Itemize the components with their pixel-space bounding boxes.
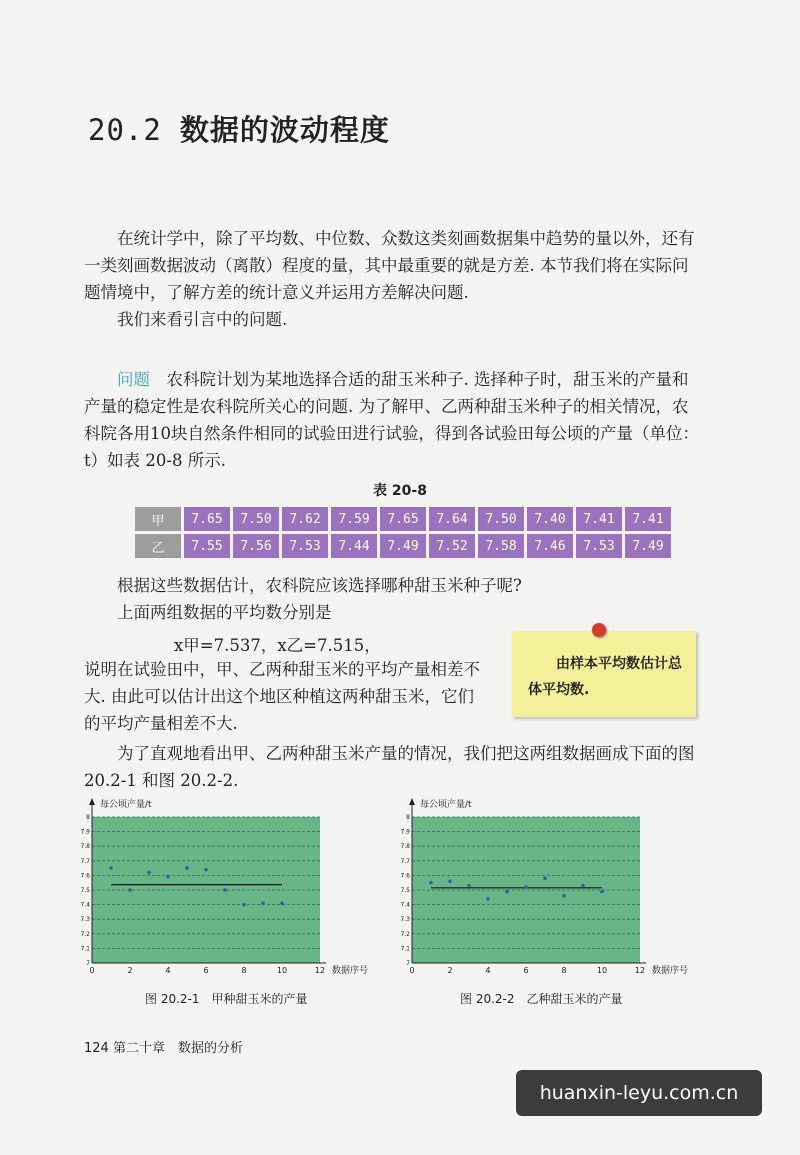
x-tick-label: 2 — [447, 966, 453, 975]
y-axis-label: 每公顷产量/t — [100, 800, 152, 810]
table-cell: 7.46 — [527, 534, 573, 558]
x-tick-label: 12 — [314, 966, 326, 975]
y-tick-label: 7.3 — [80, 916, 90, 924]
plot-intro-text: 为了直观地看出甲、乙两种甜玉米产量的情况，我们把这两组数据画成下面的图 20.2-1 和图 20.2-2. — [84, 744, 695, 790]
table-caption: 表 20-8 — [373, 483, 427, 499]
data-point — [467, 884, 471, 888]
data-point — [429, 881, 433, 885]
x-tick-label: 2 — [127, 966, 133, 975]
data-point — [562, 894, 566, 898]
y-tick-label: 7.6 — [400, 872, 410, 880]
data-point — [147, 871, 151, 875]
table-cell: 7.62 — [282, 507, 328, 531]
data-point — [543, 877, 547, 881]
y-tick-label: 7.5 — [80, 887, 90, 894]
data-point — [185, 866, 189, 870]
x-tick-label: 0 — [89, 966, 95, 975]
pin-icon — [592, 623, 606, 637]
x-axis-label: 数据序号 — [652, 966, 689, 976]
table-cell: 7.56 — [233, 534, 279, 558]
intro-paragraph-1: 在统计学中，除了平均数、中位数、众数这类刻画数据集中趋势的量以外，还有一类刻画数据波动（离散）程度的量，其中最重要的就是方差. 本节我们将在实际问题情境中，了解方差的统计意义并运用方差解决问题. — [84, 229, 695, 302]
y-axis-arrow — [409, 798, 415, 805]
y-tick-label: 7.4 — [400, 901, 410, 909]
table-cell: 7.44 — [331, 534, 377, 558]
table-cell: 7.50 — [478, 507, 524, 531]
x-tick-label: 0 — [409, 966, 415, 975]
y-tick-label: 7.1 — [400, 945, 410, 953]
table-cell: 7.41 — [576, 507, 622, 531]
y-axis-label: 每公顷产量/t — [420, 800, 472, 810]
plot-area — [92, 817, 320, 963]
y-tick-label: 8 — [86, 814, 90, 821]
data-point — [242, 903, 246, 907]
page-footer — [84, 1037, 243, 1056]
table-cell: 7.64 — [429, 507, 475, 531]
problem-label: 问题 — [117, 370, 150, 389]
y-tick-label: 7.2 — [400, 930, 410, 938]
data-point — [128, 888, 132, 892]
intro-paragraphs — [84, 225, 700, 333]
section-number: 20.2 — [88, 113, 162, 147]
table-row — [135, 507, 671, 531]
data-point — [600, 890, 604, 894]
data-point — [280, 901, 284, 905]
y-tick-label: 7 — [86, 960, 90, 967]
watermark: huanxin-leyu.com.cn — [516, 1070, 762, 1116]
data-point — [204, 868, 208, 872]
means-intro: 上面两组数据的平均数分别是 — [117, 603, 332, 622]
x-tick-label: 8 — [241, 966, 247, 975]
y-tick-label: 7.8 — [400, 843, 410, 851]
data-point — [448, 879, 452, 883]
section-title — [88, 108, 390, 149]
chart-jia — [78, 795, 398, 985]
page-number: 124 — [84, 1041, 109, 1056]
chart-yi-caption: 图 20.2-2 乙种甜玉米的产量 — [460, 992, 623, 1006]
y-tick-label: 7.1 — [80, 945, 90, 953]
data-point — [223, 888, 227, 892]
y-tick-label: 7.9 — [80, 828, 90, 836]
data-point — [109, 866, 113, 870]
data-point — [505, 890, 509, 894]
intro-paragraph-2: 我们来看引言中的问题. — [117, 310, 288, 329]
table-cell: 7.52 — [429, 534, 475, 558]
section-heading: 数据的波动程度 — [179, 113, 390, 147]
x-tick-label: 8 — [561, 966, 567, 975]
x-tick-label: 12 — [634, 966, 646, 975]
y-tick-label: 7 — [406, 960, 410, 967]
table-cell: 7.50 — [233, 507, 279, 531]
table-cell: 7.59 — [331, 507, 377, 531]
conclusion-paragraph — [84, 656, 484, 737]
table-cell: 7.65 — [380, 507, 426, 531]
y-tick-label: 7.9 — [400, 828, 410, 836]
data-point — [524, 885, 528, 889]
problem-text: 农科院计划为某地选择合适的甜玉米种子. 选择种子时，甜玉米的产量和产量的稳定性是农科院所关心的问题. 为了解甲、乙两种甜玉米种子的相关情况，农科院各用10块自然条件相同的试验田进行试验，得到各试验田每公顷的产量（单位：t）如表 20-8 所示. — [84, 370, 699, 470]
y-tick-label: 8 — [406, 814, 410, 821]
table-row — [135, 534, 671, 558]
x-tick-label: 4 — [485, 966, 491, 975]
question-block — [84, 572, 700, 626]
y-tick-label: 7.7 — [400, 857, 410, 865]
conclusion-text: 说明在试验田中，甲、乙两种甜玉米的平均产量相差不大. 由此可以估计出这个地区种植这两种甜玉米，它们的平均产量相差不大. — [84, 660, 480, 733]
data-point — [261, 901, 265, 905]
table-cell: 7.49 — [380, 534, 426, 558]
table-cell: 7.58 — [478, 534, 524, 558]
chart-yi — [398, 795, 718, 985]
x-tick-label: 6 — [523, 966, 529, 975]
yield-table — [132, 504, 674, 561]
y-tick-label: 7.3 — [400, 916, 410, 924]
y-tick-label: 7.4 — [80, 901, 90, 909]
x-axis-label: 数据序号 — [332, 966, 369, 976]
table-cell: 7.65 — [184, 507, 230, 531]
table-cell: 7.53 — [282, 534, 328, 558]
table-cell: 7.53 — [576, 534, 622, 558]
x-tick-label: 6 — [203, 966, 209, 975]
question-text: 根据这些数据估计，农科院应该选择哪种甜玉米种子呢? — [117, 576, 522, 595]
row-header: 乙 — [135, 534, 181, 558]
plot-intro-paragraph — [84, 740, 700, 794]
sticky-note — [512, 631, 696, 717]
table-cell: 7.49 — [625, 534, 671, 558]
x-tick-label: 10 — [596, 966, 608, 975]
x-tick-label: 10 — [276, 966, 288, 975]
y-tick-label: 7.6 — [80, 872, 90, 880]
note-text: 由样本平均数估计总体平均数. — [528, 656, 682, 698]
chapter-name: 第二十章 数据的分析 — [112, 1041, 243, 1056]
table-cell: 7.40 — [527, 507, 573, 531]
data-point — [486, 897, 490, 901]
y-tick-label: 7.7 — [80, 857, 90, 865]
y-axis-arrow — [89, 798, 95, 805]
mean-formula: x甲=7.537，x乙=7.515， — [174, 636, 381, 655]
y-tick-label: 7.2 — [80, 930, 90, 938]
chart-jia-caption: 图 20.2-1 甲种甜玉米的产量 — [145, 992, 308, 1006]
y-tick-label: 7.8 — [80, 843, 90, 851]
row-header: 甲 — [135, 507, 181, 531]
problem-paragraph — [84, 366, 700, 474]
table-cell: 7.41 — [625, 507, 671, 531]
data-point — [581, 884, 585, 888]
data-point — [166, 875, 170, 879]
x-tick-label: 4 — [165, 966, 171, 975]
table-cell: 7.55 — [184, 534, 230, 558]
plot-area — [412, 817, 640, 963]
y-tick-label: 7.5 — [400, 887, 410, 894]
